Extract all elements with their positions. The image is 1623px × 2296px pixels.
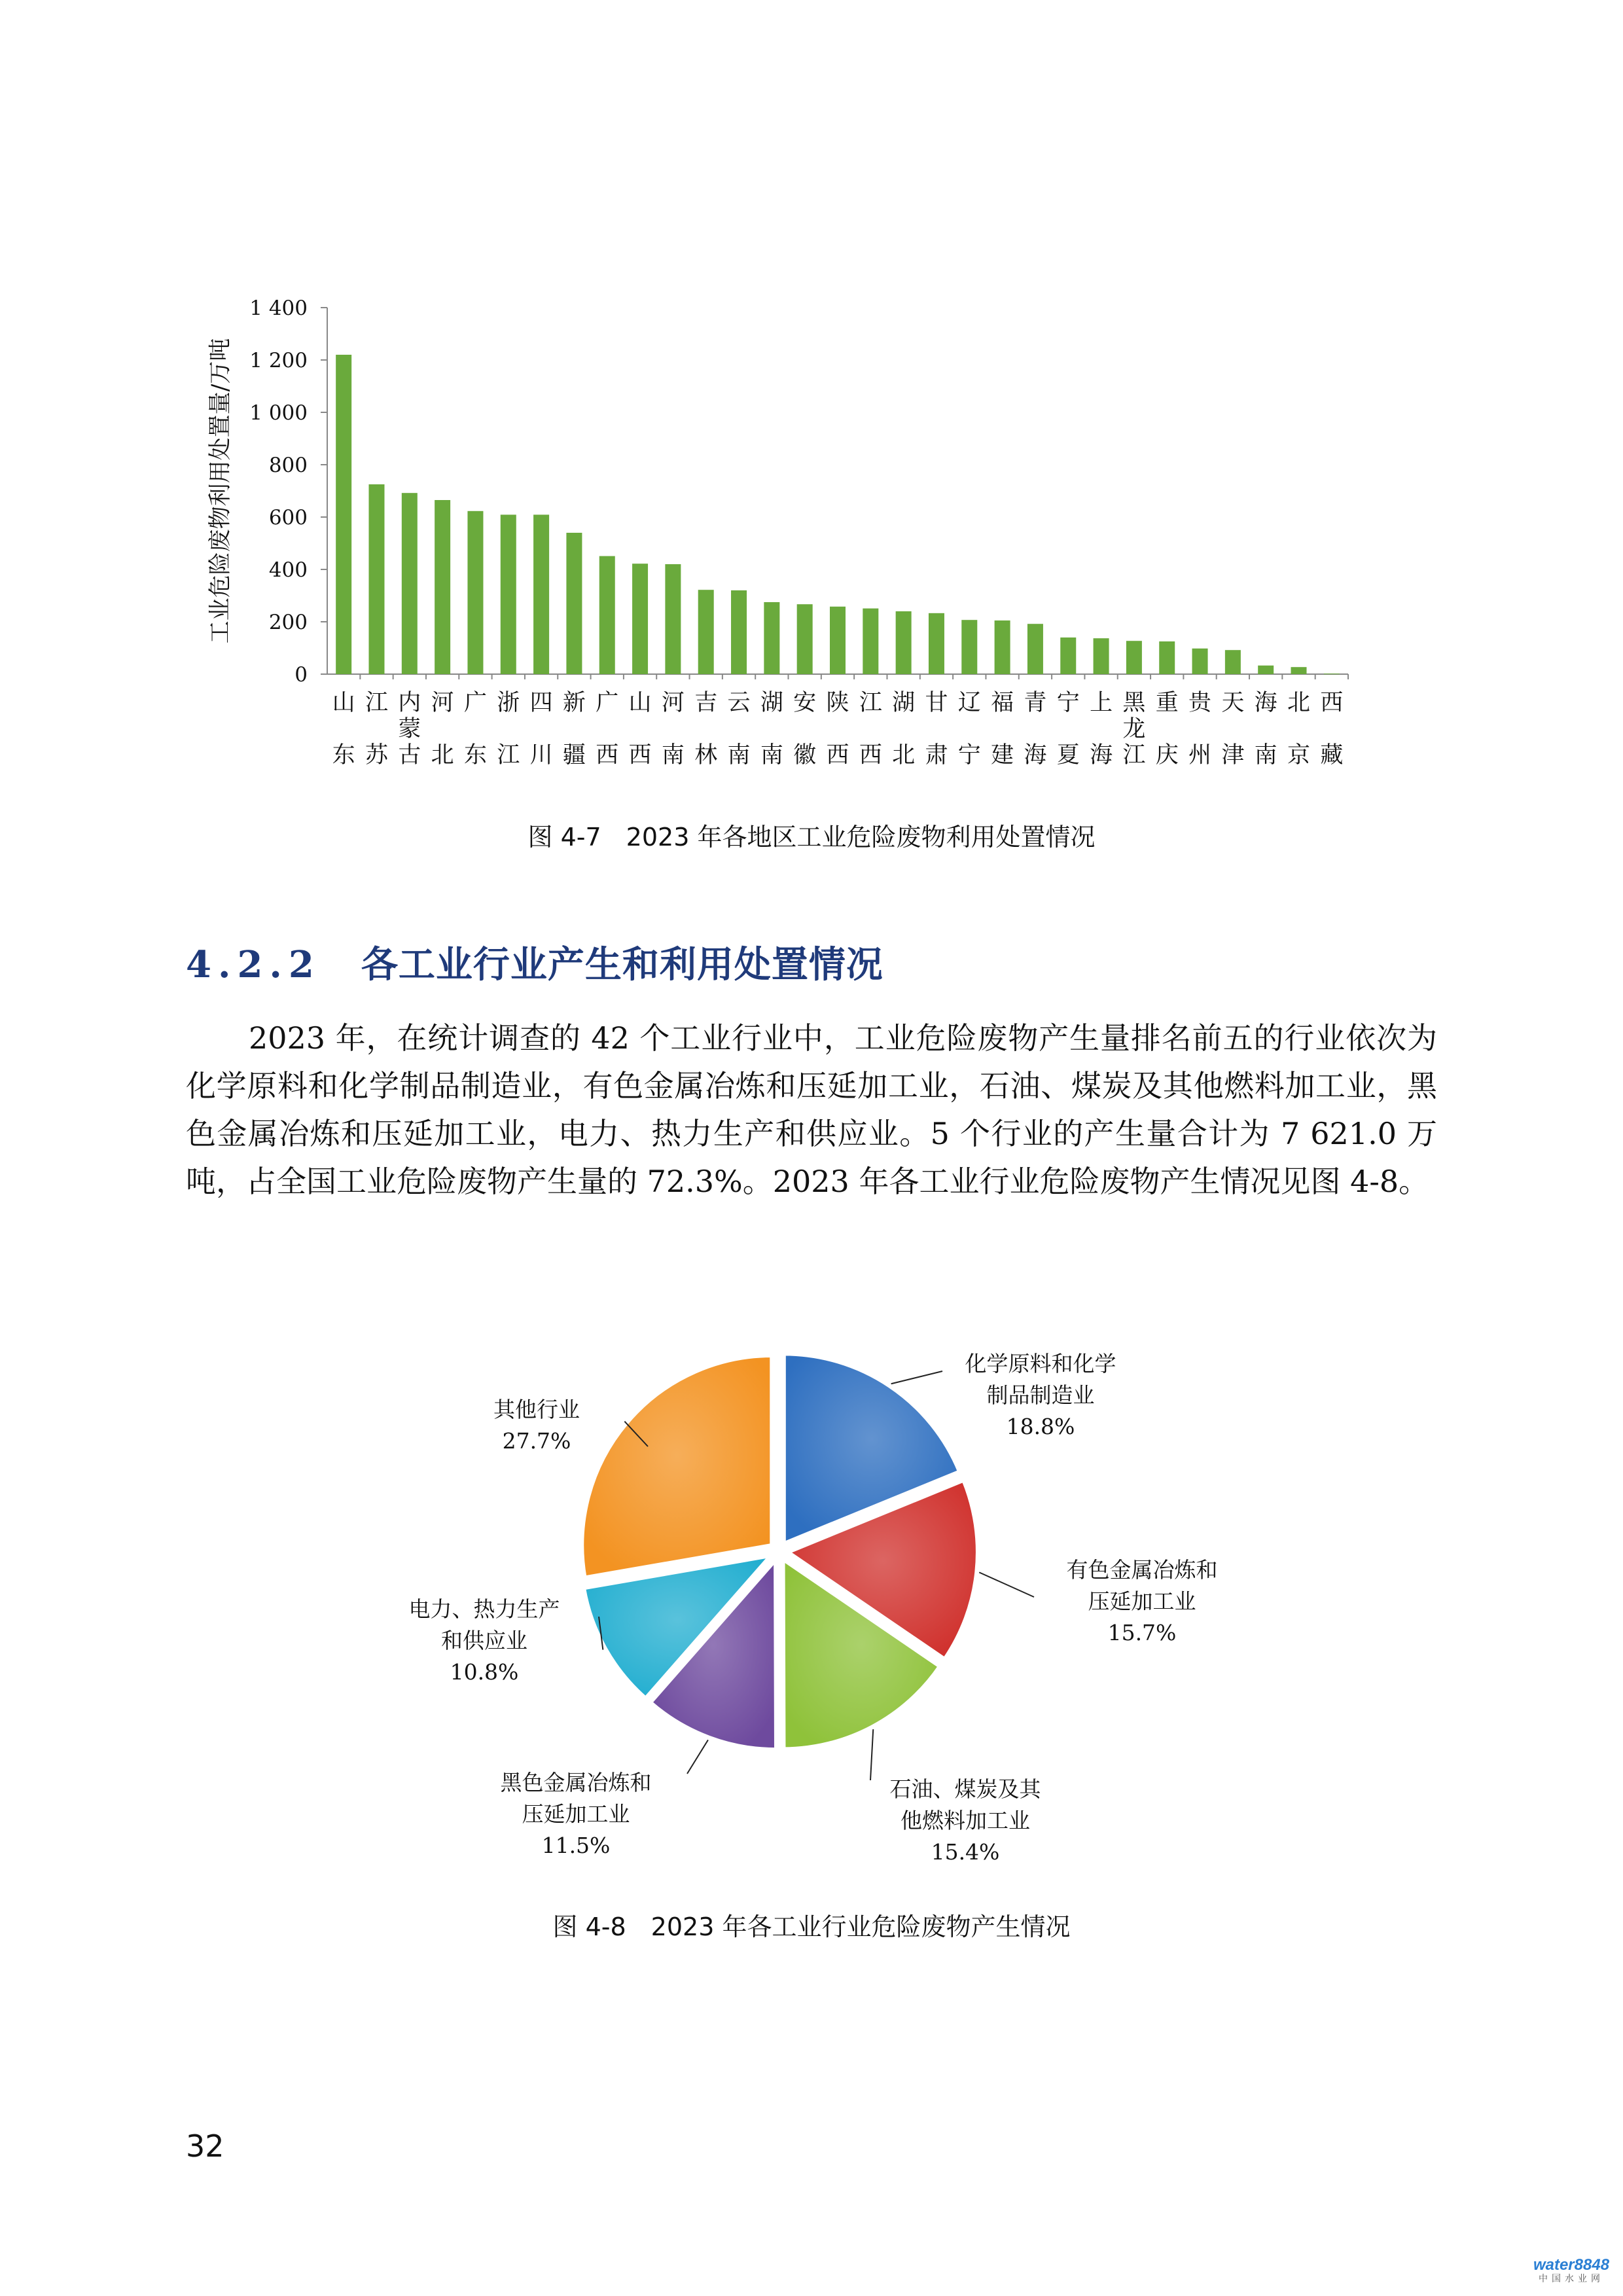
pie-label-4: 黑色金属冶炼和压延加工业 11.5% (500, 1770, 652, 1858)
watermark-main: water8848 (1533, 2256, 1610, 2274)
y-tick-label: 600 (268, 506, 308, 529)
x-tick-label-陕西: 陕西 (826, 690, 849, 768)
x-tick-label-云南: 云南 (727, 690, 751, 768)
y-axis-title: 工业危险废物利用处置量/万吨 (207, 338, 234, 644)
x-tick-label-北京: 北京 (1287, 690, 1311, 768)
y-tick-label: 800 (268, 454, 308, 477)
y-tick-label: 0 (294, 663, 308, 687)
x-tick-label-浙江: 浙江 (497, 690, 520, 768)
pie-label-6: 其他行业 27.7% (493, 1397, 580, 1454)
pie-label-1: 化学原料和化学制品制造业 18.8% (965, 1351, 1116, 1439)
leader-line-1 (891, 1371, 942, 1384)
x-tick-label-广西: 广西 (596, 690, 619, 768)
y-tick-label: 200 (268, 611, 308, 634)
x-tick-label-海南: 海南 (1254, 690, 1277, 768)
leader-line-2 (979, 1572, 1034, 1597)
x-tick-label-广东: 广东 (463, 690, 487, 768)
y-tick-label: 1 000 (249, 401, 308, 425)
watermark-logo (1522, 2257, 1620, 2284)
body-paragraph: 2023 年，在统计调查的 42 个工业行业中，工业危险废物产生量排名前五的行业依次为化学原料和化学制品制造业，有色金属冶炼和压延加工业，石油、煤炭及其他燃料加工业，黑色金属冶炼和压延加工业，电力、热力生产和供应业。5 个行业的产生量合计为 7 621.0 万吨，占全国工业危险废物产生量的 72.3%。2023 年各工业行业危险废物产生情况见图 4-8。 (186, 1020, 1437, 1199)
y-tick-label: 1 200 (249, 349, 308, 372)
x-tick-label-内蒙古: 内蒙古 (398, 690, 421, 768)
page-number: 32 (186, 2128, 224, 2164)
x-tick-label-四川: 四川 (529, 690, 553, 768)
x-tick-label-天津: 天津 (1221, 690, 1245, 768)
x-tick-label-辽宁: 辽宁 (957, 690, 981, 768)
x-tick-label-山西: 山西 (628, 690, 652, 768)
section-number: 4.2.2 (186, 943, 321, 986)
figure-4-8-caption: 图 4-8 2023 年各工业行业危险废物产生情况 (552, 1912, 1071, 1941)
x-tick-label-江西: 江西 (859, 690, 882, 768)
section-title: 各工业行业产生和利用处置情况 (361, 943, 883, 986)
leader-line-4 (687, 1740, 708, 1774)
x-tick-label-河南: 河南 (661, 690, 685, 768)
x-tick-label-贵州: 贵州 (1188, 690, 1212, 768)
x-tick-label-黑龙江: 黑龙江 (1122, 690, 1146, 768)
x-tick-label-青海: 青海 (1024, 690, 1047, 768)
pie-slice-6 (582, 1355, 772, 1577)
y-tick-label: 400 (268, 558, 308, 582)
x-tick-label-吉林: 吉林 (694, 690, 718, 768)
x-tick-label-宁夏: 宁夏 (1056, 690, 1080, 768)
y-tick-label: 1 400 (249, 296, 308, 320)
watermark-sub: 中国水业网 (1539, 2274, 1604, 2284)
x-tick-label-重庆: 重庆 (1155, 690, 1179, 768)
figure-4-7-caption: 图 4-7 2023 年各地区工业危险废物利用处置情况 (527, 823, 1096, 852)
x-tick-label-河北: 河北 (431, 690, 454, 768)
pie-label-2: 有色金属冶炼和压延加工业 15.7% (1066, 1557, 1218, 1645)
x-tick-label-湖南: 湖南 (760, 690, 783, 768)
x-tick-label-安徽: 安徽 (793, 690, 817, 768)
leader-line-3 (870, 1729, 873, 1780)
x-tick-label-甘肃: 甘肃 (925, 690, 948, 768)
x-tick-label-西藏: 西藏 (1320, 690, 1344, 768)
pie-label-3: 石油、煤炭及其他燃料加工业 15.4% (889, 1776, 1041, 1865)
x-tick-label-山东: 山东 (332, 690, 355, 768)
x-tick-label-福建: 福建 (991, 690, 1014, 768)
pie-label-5: 电力、热力生产和供应业 10.8% (408, 1596, 560, 1685)
x-tick-label-新疆: 新疆 (562, 690, 586, 768)
x-tick-label-湖北: 湖北 (892, 690, 916, 768)
x-tick-label-江苏: 江苏 (365, 690, 388, 768)
x-tick-label-上海: 上海 (1090, 690, 1113, 768)
